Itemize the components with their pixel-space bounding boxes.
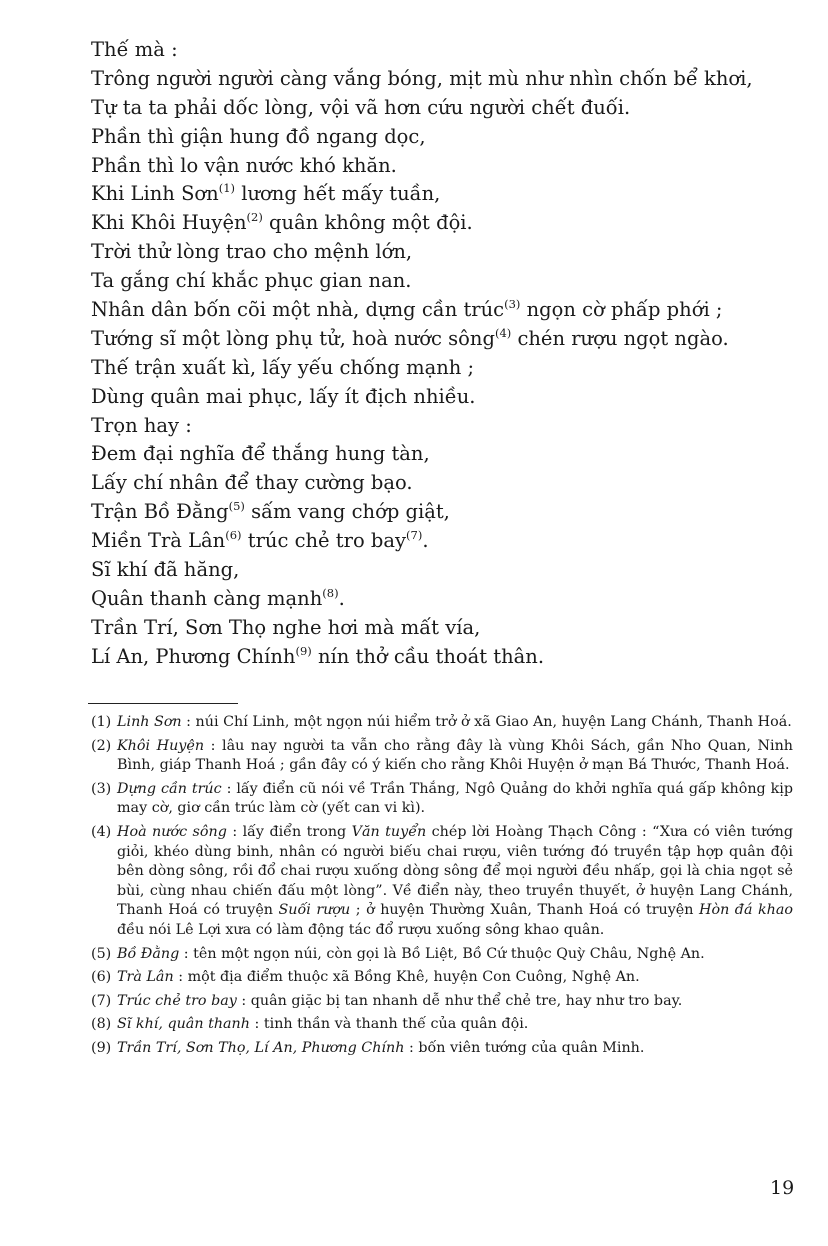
poem-text-segment: ngọn cờ phấp phới ; (520, 298, 723, 322)
footnote-number: (8) (91, 1016, 112, 1033)
footnote-ref: (4) (494, 325, 512, 340)
footnote-number: (5) (91, 945, 112, 962)
poem-text-segment: Khi Khôi Huyện (91, 211, 247, 235)
poem-text-segment: trúc chẻ tro bay (241, 529, 407, 553)
footnote-text: : lâu nay người ta vẫn cho rằng đây là vùng Khôi Sách, gần Nho Quan, Ninh Bình, giáp Thanh Hoá ; gần đây có ý kiến cho rằng Khôi Huyện ở mạn Bá Thước, Thanh Hoá. (117, 737, 793, 774)
footnote-term: Trà Lân (117, 969, 174, 986)
footnote (91, 713, 793, 733)
footnote-number: (3) (91, 780, 112, 797)
footnote-text: : bốn viên tướng của quân Minh. (404, 1039, 645, 1056)
poem-text-segment: Sĩ khí đã hăng, (91, 558, 240, 582)
footnote-term: Trúc chẻ tro bay (117, 992, 237, 1009)
poem-text-segment: Trận Bồ Đằng (91, 500, 229, 524)
poem-line (91, 94, 791, 123)
footnote-text: : tinh thần và thanh thế của quân đội. (249, 1016, 529, 1033)
footnote (91, 945, 793, 965)
poem-text-segment: quân không một đội. (262, 211, 473, 235)
footnote-term: Văn tuyển (351, 823, 427, 840)
footnote-ref: (2) (246, 210, 263, 225)
footnote-term: Linh Sơn (117, 714, 182, 730)
footnote-text: ; ở huyện Thường Xuân, Thanh Hoá có truyện (350, 902, 699, 919)
poem-line (91, 614, 791, 643)
footnote (91, 823, 793, 941)
poem-text-segment: Dùng quân mai phục, lấy ít địch nhiều. (91, 384, 476, 408)
poem-text-segment: Thế mà : (91, 38, 178, 61)
footnote-text: chép lời Hoàng Thạch Công : “Xưa có viên tướng giỏi, khéo dùng binh, nhân có người biếu chai rượu, viên tướng đó truyền tập hợp quân đội bên dòng sông, rồi đổ chai rượu xuống dòng sông để mọi người đều nhấp, gọi là chia ngọt sẻ bùi, cùng nhau chiến đấu một lòng”. Về điển này, theo truyền thuyết, ở huyện Lang Chánh, Thanh Hoá có truyện (117, 823, 793, 919)
poem-text-segment: Miền Trà Lân (91, 529, 226, 553)
poem-line (91, 527, 791, 556)
footnote-divider (88, 703, 238, 704)
footnote-number: (9) (91, 1039, 112, 1056)
footnote-term: Khôi Huyện (117, 737, 205, 754)
poem-text-segment: . (338, 586, 345, 610)
poem-text-segment: Tướng sĩ một lòng phụ tử, hoà nước sông (91, 326, 495, 350)
footnote-text: : tên một ngọn núi, còn gọi là Bồ Liệt, Bồ Cứ thuộc Quỳ Châu, Nghệ An. (179, 945, 705, 962)
poem-line (91, 556, 791, 585)
poem-line (91, 238, 791, 267)
poem-text-segment: Lấy chí nhân để thay cường bạo. (91, 471, 413, 495)
footnote-number: (4) (91, 823, 112, 840)
poem-text-segment: lương hết mấy tuần, (235, 182, 441, 206)
footnote-ref: (7) (406, 528, 423, 543)
footnote-term: Trần Trí, Sơn Thọ, Lí An, Phương Chính (117, 1039, 405, 1056)
poem-text-segment: Tự ta ta phải dốc lòng, vội vã hơn cứu người chết đuối. (91, 95, 631, 119)
poem-text-segment: Khi Linh Sơn (91, 182, 219, 206)
footnote-term: Hòn đá khao (699, 902, 793, 919)
footnote-term: Bồ Đằng (117, 945, 180, 962)
poem-line (91, 354, 791, 383)
footnote (91, 737, 793, 776)
footnote (91, 968, 793, 988)
poem-text-segment: Ta gắng chí khắc phục gian nan. (91, 269, 412, 293)
poem-text-segment: Phần thì lo vận nước khó khăn. (91, 153, 397, 177)
footnote-term: Hoà nước sông (117, 823, 227, 840)
poem-line (91, 123, 791, 152)
poem-line (91, 498, 791, 527)
poem-line (91, 152, 791, 181)
footnote-ref: (5) (228, 499, 245, 514)
poem-text-segment: sấm vang chớp giật, (244, 500, 450, 524)
footnote-ref: (9) (295, 643, 312, 658)
poem-line (91, 412, 791, 441)
poem-text-segment: . (422, 529, 429, 553)
poem-line (91, 296, 791, 325)
footnote-text: : lấy điển cũ nói về Trần Thắng, Ngô Quảng do khởi nghĩa quá gấp không kịp may cờ, giơ cần trúc làm cờ (yết can vi kì). (117, 780, 794, 817)
footnote-text: : lấy điển trong (226, 823, 352, 840)
footnote-ref: (8) (322, 585, 339, 600)
footnote-term: Sĩ khí, quân thanh (117, 1016, 250, 1033)
footnote-ref: (1) (218, 181, 236, 196)
footnote (91, 992, 793, 1012)
poem-line (91, 585, 791, 614)
footnote (91, 1015, 793, 1035)
poem-text-segment: Trông người người càng vắng bóng, mịt mù như nhìn chốn bể khơi, (91, 66, 753, 90)
poem-text-segment: chén rượu ngọt ngào. (511, 326, 729, 350)
poem-text-segment: Trời thử lòng trao cho mệnh lớn, (91, 240, 413, 264)
footnote-ref: (6) (225, 528, 242, 543)
footnote-text: : một địa điểm thuộc xã Bồng Khê, huyện Con Cuông, Nghệ An. (173, 969, 640, 986)
poem-line (91, 325, 791, 354)
poem-line (91, 267, 791, 296)
poem-line (91, 36, 791, 65)
poem-text (91, 36, 791, 672)
poem-text-segment: Đem đại nghĩa để thắng hung tàn, (91, 442, 430, 466)
footnotes (91, 713, 793, 1063)
footnote-text: : núi Chí Linh, một ngọn núi hiểm trở ở xã Giao An, huyện Lang Chánh, Thanh Hoá. (181, 714, 792, 730)
poem-text-segment: Nhân dân bốn cõi một nhà, dựng cần trúc (91, 298, 505, 322)
poem-line (91, 180, 791, 209)
footnote-number: (6) (91, 969, 112, 986)
footnote-number: (7) (91, 992, 112, 1009)
footnote-number: (2) (91, 737, 112, 754)
poem-text-segment: Lí An, Phương Chính (91, 644, 296, 668)
poem-text-segment: Trọn hay : (91, 413, 192, 437)
footnote (91, 1039, 793, 1059)
footnote-ref: (3) (504, 297, 521, 312)
footnote-term: Suối rượu (278, 902, 351, 919)
page-number: 19 (770, 1177, 795, 1199)
poem-line (91, 469, 791, 498)
poem-text-segment: Phần thì giận hung đồ ngang dọc, (91, 124, 426, 148)
poem-text-segment: Thế trận xuất kì, lấy yếu chống mạnh ; (91, 355, 475, 379)
footnote-text: : quân giặc bị tan nhanh dễ như thể chẻ tre, hay như tro bay. (236, 992, 683, 1009)
poem-line (91, 440, 791, 469)
footnote-text: đều nói Lê Lợi xưa có làm động tác đổ rượu xuống sông khao quân. (117, 921, 605, 938)
poem-text-segment: Trần Trí, Sơn Thọ nghe hơi mà mất vía, (91, 615, 481, 639)
poem-line (91, 209, 791, 238)
footnote (91, 780, 793, 819)
poem-line (91, 383, 791, 412)
poem-line (91, 65, 791, 94)
poem-text-segment: nín thở cầu thoát thân. (311, 644, 545, 668)
footnote-term: Dựng cần trúc (117, 780, 222, 797)
poem-text-segment: Quân thanh càng mạnh (91, 586, 323, 610)
poem-line (91, 643, 791, 672)
footnote-number: (1) (91, 714, 112, 730)
